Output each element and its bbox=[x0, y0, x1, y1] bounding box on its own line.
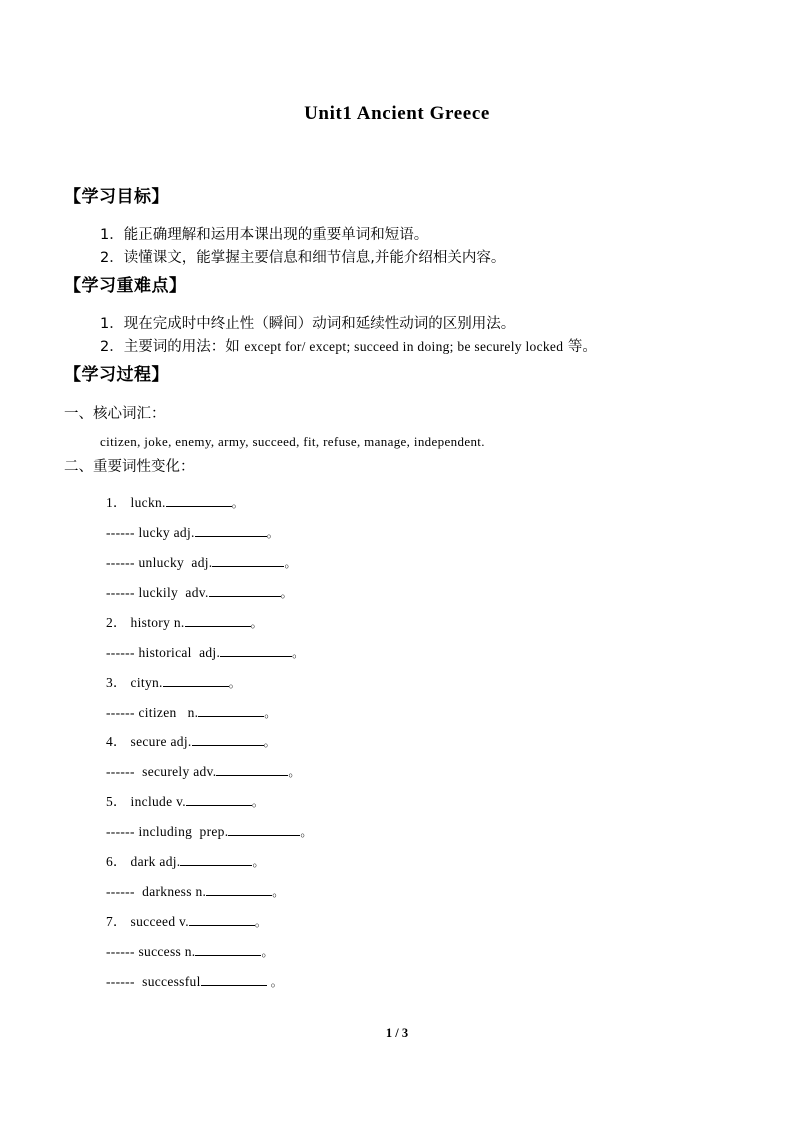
answer-blank[interactable] bbox=[212, 553, 284, 566]
derivation-word: successful bbox=[142, 974, 201, 990]
derivation-word: luck bbox=[130, 494, 155, 510]
key-point-item-2-english: except for/ except; succeed in doing; be securely locked bbox=[244, 339, 564, 355]
key-point-item-2-prefix: 2．主要词的用法：如 bbox=[100, 339, 245, 356]
derivation-prefix: ------ bbox=[106, 644, 135, 660]
derivation-word: secure bbox=[130, 734, 167, 750]
derivation-word: city bbox=[130, 674, 152, 690]
derivation-part-of-speech: n. bbox=[170, 614, 185, 630]
derivation-word: unlucky bbox=[138, 554, 185, 570]
answer-blank[interactable] bbox=[209, 583, 281, 596]
derivation-part-of-speech: adv. bbox=[189, 764, 217, 780]
derivation-end-punctuation: 。 bbox=[288, 765, 301, 780]
answer-blank[interactable] bbox=[163, 673, 229, 686]
derivation-row bbox=[106, 578, 794, 608]
derivation-prefix: 3． bbox=[106, 674, 127, 690]
derivation-prefix: ------ bbox=[106, 974, 139, 990]
derivation-row bbox=[106, 488, 794, 518]
derivation-row bbox=[106, 967, 794, 997]
derivation-word: succeed bbox=[130, 914, 176, 930]
derivation-prefix: 4． bbox=[106, 734, 127, 750]
answer-blank[interactable] bbox=[198, 703, 264, 716]
derivation-row bbox=[106, 907, 794, 937]
derivation-end-punctuation: 。 bbox=[251, 795, 265, 810]
derivation-end-punctuation: 。 bbox=[266, 525, 280, 540]
derivation-word: include bbox=[130, 794, 173, 810]
derivation-end-punctuation: 。 bbox=[272, 885, 285, 900]
derivation-prefix: ------ bbox=[106, 764, 139, 780]
derivation-prefix: ------ bbox=[106, 524, 135, 540]
key-point-item-2 bbox=[100, 336, 794, 359]
derivation-word: dark bbox=[130, 854, 156, 870]
derivation-end-punctuation: 。 bbox=[266, 975, 284, 990]
derivation-end-punctuation: 。 bbox=[252, 855, 265, 870]
derivation-word: citizen bbox=[138, 704, 177, 720]
derivation-row bbox=[106, 817, 794, 847]
answer-blank[interactable] bbox=[216, 763, 288, 776]
derivation-part-of-speech: prep. bbox=[192, 824, 229, 840]
word-derivation-list bbox=[0, 488, 794, 997]
derivation-row bbox=[106, 727, 794, 757]
answer-blank[interactable] bbox=[166, 493, 232, 506]
derivation-row bbox=[106, 937, 794, 967]
derivation-word: success bbox=[138, 944, 182, 960]
section-heading-objectives: 【学习目标】 bbox=[64, 187, 169, 207]
derivation-part-of-speech: n. bbox=[152, 674, 163, 690]
derivation-part-of-speech: n. bbox=[191, 884, 207, 900]
derivation-word: luckily bbox=[138, 584, 179, 600]
page-number-footer: 1 / 3 bbox=[385, 1026, 409, 1040]
derivation-prefix: ------ bbox=[106, 884, 139, 900]
derivation-end-punctuation: 。 bbox=[261, 945, 274, 960]
derivation-word: darkness bbox=[142, 884, 192, 900]
derivation-prefix: 2． bbox=[106, 614, 127, 630]
derivation-part-of-speech: adv. bbox=[178, 584, 209, 600]
subsection-heading-core-vocabulary: 一、核心词汇： bbox=[64, 405, 166, 422]
section-heading-process: 【学习过程】 bbox=[64, 364, 169, 385]
derivation-prefix: ------ bbox=[106, 554, 135, 570]
document-body bbox=[0, 186, 794, 997]
key-point-item-1: 1．现在完成时中终止性（瞬间）动词和延续性动词的区别用法。 bbox=[100, 315, 516, 332]
derivation-word: securely bbox=[142, 764, 190, 780]
answer-blank[interactable] bbox=[185, 613, 251, 626]
answer-blank[interactable] bbox=[201, 973, 267, 986]
derivation-prefix: ------ bbox=[106, 944, 135, 960]
answer-blank[interactable] bbox=[206, 883, 272, 896]
answer-blank[interactable] bbox=[186, 793, 252, 806]
derivation-row bbox=[106, 668, 794, 698]
derivation-end-punctuation: 。 bbox=[300, 825, 313, 840]
answer-blank[interactable] bbox=[180, 853, 252, 866]
objective-item-1: 1．能正确理解和运用本课出现的重要单词和短语。 bbox=[100, 226, 429, 243]
derivation-end-punctuation: 。 bbox=[264, 705, 277, 720]
core-vocabulary-list: citizen, joke, enemy, army, succeed, fit, refuse, manage, independent. bbox=[100, 434, 485, 450]
derivation-row bbox=[106, 548, 794, 578]
derivation-part-of-speech: n. bbox=[176, 704, 199, 720]
derivation-row bbox=[106, 847, 794, 877]
answer-blank[interactable] bbox=[189, 913, 255, 926]
derivation-end-punctuation: 。 bbox=[280, 585, 293, 600]
derivation-row bbox=[106, 787, 794, 817]
derivation-part-of-speech: adj. bbox=[166, 734, 192, 750]
derivation-end-punctuation: 。 bbox=[284, 555, 297, 570]
derivation-prefix: 6． bbox=[106, 854, 127, 870]
derivation-end-punctuation: 。 bbox=[250, 615, 263, 630]
derivation-end-punctuation: 。 bbox=[228, 675, 242, 690]
derivation-prefix: ------ bbox=[106, 584, 135, 600]
section-heading-key-points: 【学习重难点】 bbox=[64, 275, 187, 296]
page-title: Unit1 Ancient Greece bbox=[304, 103, 490, 124]
derivation-word: historical bbox=[138, 644, 192, 660]
objective-item-2: 2．读懂课文，能掌握主要信息和细节信息,并能介绍相关内容。 bbox=[100, 250, 506, 267]
derivation-end-punctuation: 。 bbox=[292, 645, 305, 660]
derivation-word: lucky bbox=[138, 524, 170, 540]
derivation-part-of-speech: v. bbox=[175, 914, 189, 930]
derivation-part-of-speech: adj. bbox=[191, 644, 221, 660]
subsection-heading-word-forms: 二、重要词性变化： bbox=[64, 459, 195, 476]
derivation-prefix: 7． bbox=[106, 914, 127, 930]
answer-blank[interactable] bbox=[228, 823, 300, 836]
derivation-part-of-speech: adj. bbox=[184, 554, 213, 570]
answer-blank[interactable] bbox=[220, 643, 292, 656]
derivation-prefix: ------ bbox=[106, 704, 135, 720]
answer-blank[interactable] bbox=[192, 733, 264, 746]
derivation-part-of-speech: v. bbox=[172, 794, 186, 810]
derivation-row bbox=[106, 608, 794, 638]
answer-blank[interactable] bbox=[195, 943, 261, 956]
derivation-prefix: 1． bbox=[106, 494, 127, 510]
key-point-item-2-suffix: 等。 bbox=[563, 339, 597, 356]
derivation-word: history bbox=[130, 614, 171, 630]
derivation-row bbox=[106, 638, 794, 668]
derivation-part-of-speech: adj. bbox=[155, 854, 181, 870]
derivation-prefix: ------ bbox=[106, 824, 135, 840]
derivation-end-punctuation: 。 bbox=[231, 495, 245, 510]
derivation-prefix: 5． bbox=[106, 794, 127, 810]
derivation-row bbox=[106, 698, 794, 728]
derivation-end-punctuation: 。 bbox=[263, 735, 276, 750]
derivation-word: including bbox=[138, 824, 193, 840]
answer-blank[interactable] bbox=[195, 523, 267, 536]
derivation-part-of-speech: n. bbox=[155, 494, 166, 510]
derivation-row bbox=[106, 518, 794, 548]
derivation-row bbox=[106, 757, 794, 787]
derivation-row bbox=[106, 877, 794, 907]
derivation-part-of-speech: adj. bbox=[169, 524, 195, 540]
derivation-end-punctuation: 。 bbox=[254, 915, 268, 930]
derivation-part-of-speech: n. bbox=[181, 944, 196, 960]
